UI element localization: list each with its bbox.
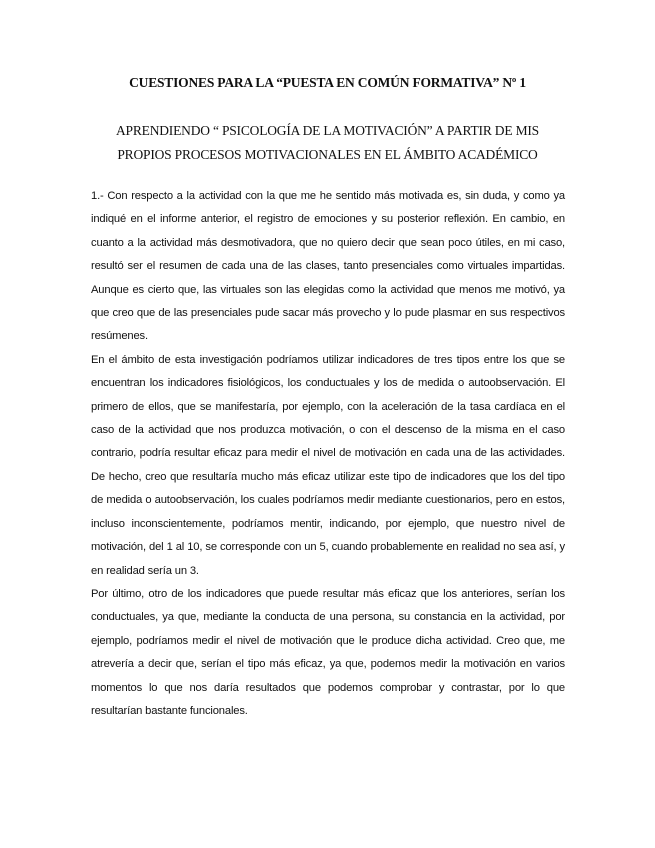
document-subtitle [70, 119, 585, 167]
paragraph-2: En el ámbito de esta investigación podríamos utilizar indicadores de tres tipos entre los que se encuentran los indicadores fisiológicos, los conductuales y los de medida o autoobservación. El primero de ellos, que se manifestaría, por ejemplo, con la aceleración de la tasa cardíaca en el caso de la actividad que nos produzca motivación, o con el descenso de la misma en el caso contrario, podría resultar eficaz para medir el nivel de motivación en cada una de las actividades. De hecho, creo que resultaría mucho más eficaz utilizar este tipo de indicadores que los del tipo de medida o autoobservación, los cuales podríamos medir mediante cuestionarios, pero en estos, incluso inconscientemente, podríamos mentir, indicando, por ejemplo, que nuestro nivel de motivación, del 1 al 10, se corresponde con un 5, cuando probablemente en realidad no sea así, y en realidad sería un 3. [91, 353, 565, 577]
document-body [91, 185, 565, 723]
paragraph-3: Por último, otro de los indicadores que puede resultar más eficaz que los anteriores, serían los conductuales, ya que, mediante la conducta de una persona, su constancia en la actividad, por ejemplo, podríamos medir el nivel de motivación que le produce dicha actividad. Creo que, me atrevería a decir que, serían el tipo más eficaz, ya que, podemos medir la motivación en varios momentos lo que nos daría resultados que podemos comprobar y contrastar, por lo que resultarían bastante funcionales. [91, 587, 565, 717]
paragraph-1: 1.- Con respecto a la actividad con la que me he sentido más motivada es, sin duda, y como ya indiqué en el informe anterior, el registro de emociones y su posterior reflexión. En cambio, en cuanto a la actividad más desmotivadora, que no quiero decir que sean poco útiles, en mi caso, resultó ser el resumen de cada una de las clases, tanto presenciales como virtuales impartidas. Aunque es cierto que, las virtuales son las elegidas como la actividad que menos me motivó, ya que creo que de las presenciales pude sacar más provecho y lo pude plasmar en sus respectivos resúmenes. [91, 190, 565, 343]
subtitle-line-1: APRENDIENDO “ PSICOLOGÍA DE LA MOTIVACIÓN” A PARTIR DE MIS [116, 123, 539, 138]
subtitle-line-2: PROPIOS PROCESOS MOTIVACIONALES EN EL ÁMBITO ACADÉMICO [117, 147, 538, 162]
document-title: CUESTIONES PARA LA “PUESTA EN COMÚN FORMATIVA” Nº 1 [129, 75, 526, 90]
